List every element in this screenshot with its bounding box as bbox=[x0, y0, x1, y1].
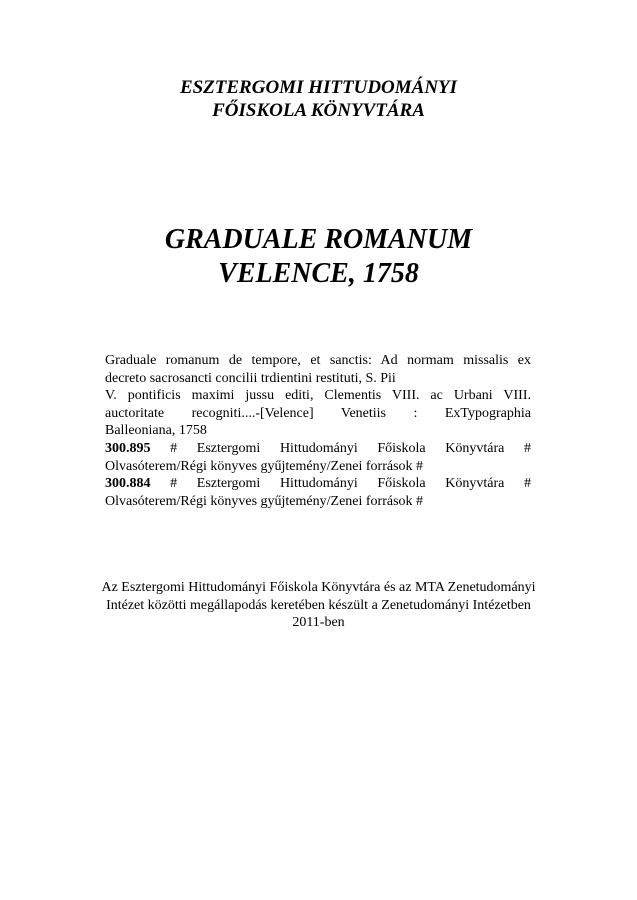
footer-note-line-3: 2011-ben bbox=[292, 615, 345, 631]
holding-location: # Esztergomi Hittudományi Főiskola Könyvtára # bbox=[150, 476, 531, 492]
library-header-line-1: ESZTERGOMI HITTUDOMÁNYI bbox=[179, 77, 458, 98]
holding-shelfmark: 300.884 bbox=[105, 476, 151, 492]
holding-entry-2 bbox=[105, 475, 531, 493]
library-header bbox=[0, 76, 637, 122]
footer-note-line-2: Intézet közötti megállapodás keretében készült a Zenetudományi Intézetben bbox=[106, 597, 531, 613]
footer-note bbox=[60, 579, 577, 632]
document-title-line-1: GRADUALE ROMANUM bbox=[164, 224, 473, 255]
record-description-line-3: V. pontificis maximi jussu editi, Clementis VIII. ac Urbani VIII. bbox=[105, 388, 531, 404]
record-description-line-1: Graduale romanum de tempore, et sanctis: Ad normam missalis ex bbox=[105, 353, 531, 368]
holding-entry-1 bbox=[105, 440, 531, 458]
record-description-line-4: auctoritate recogniti....-[Velence] Venetiis : ExTypographia bbox=[105, 405, 531, 421]
record-description-line-5: Balleoniana, 1758 bbox=[105, 423, 207, 439]
holding-location: # Esztergomi Hittudományi Főiskola Könyvtára # bbox=[150, 440, 531, 456]
holding-location-path: Olvasóterem/Régi könyves gyűjtemény/Zenei források # bbox=[105, 458, 424, 474]
document-title-line-2: VELENCE, 1758 bbox=[218, 258, 419, 289]
library-header-line-2: FŐISKOLA KÖNYVTÁRA bbox=[212, 100, 425, 121]
holding-location-path: Olvasóterem/Régi könyves gyűjtemény/Zenei források # bbox=[105, 493, 424, 509]
document-title bbox=[0, 223, 637, 291]
record-description-line-2: decreto sacrosancti concilii trdientini restituti, S. Pii bbox=[105, 370, 396, 386]
holding-shelfmark: 300.895 bbox=[105, 440, 151, 456]
footer-note-line-1: Az Esztergomi Hittudományi Főiskola Könyvtára és az MTA Zenetudományi bbox=[101, 580, 536, 595]
catalog-record bbox=[105, 352, 531, 510]
